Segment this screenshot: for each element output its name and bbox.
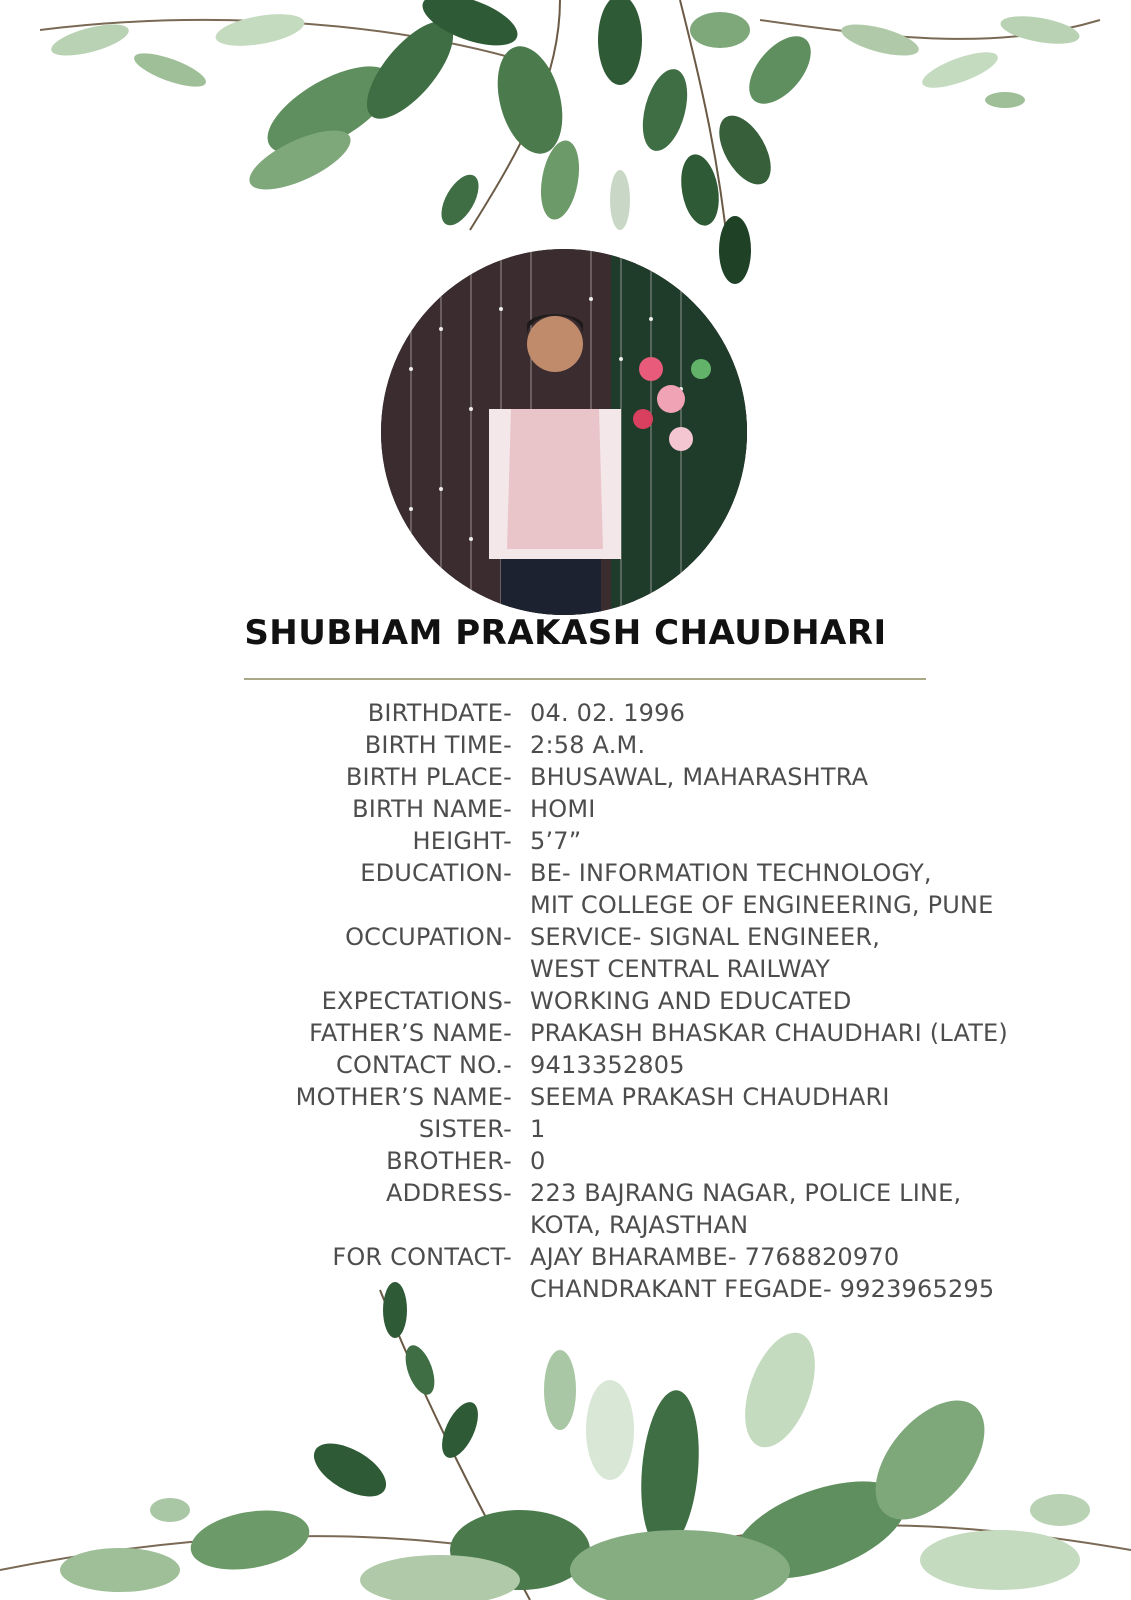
title-divider [244,678,926,680]
detail-row [0,953,1131,985]
bottom-leaves [0,1282,1131,1600]
detail-value: WEST CENTRAL RAILWAY [530,955,831,983]
detail-value: BE- INFORMATION TECHNOLOGY, [530,859,932,887]
detail-value: 9413352805 [530,1051,685,1079]
detail-label: BIRTH TIME- [364,731,512,759]
detail-row [0,1081,1131,1113]
detail-label-spacer [0,953,512,985]
detail-value: 1 [530,1115,546,1143]
detail-value: 5’7” [530,827,582,855]
detail-value: SEEMA PRAKASH CHAUDHARI [530,1083,890,1111]
detail-label: SISTER- [418,1115,512,1143]
detail-label: HEIGHT- [412,827,512,855]
detail-row [0,1177,1131,1209]
detail-value: AJAY BHARAMBE- 7768820970 [530,1243,900,1271]
detail-value: BHUSAWAL, MAHARASHTRA [530,763,869,791]
detail-label: FOR CONTACT- [332,1243,512,1271]
detail-label-spacer [0,889,512,921]
detail-value: 223 BAJRANG NAGAR, POLICE LINE, [530,1179,962,1207]
detail-value: KOTA, RAJASTHAN [530,1211,749,1239]
detail-row [0,761,1131,793]
detail-label: EDUCATION- [360,859,512,887]
detail-value: SERVICE- SIGNAL ENGINEER, [530,923,881,951]
detail-label: CONTACT NO.- [335,1051,512,1079]
detail-row [0,793,1131,825]
profile-name: SHUBHAM PRAKASH CHAUDHARI [244,613,887,653]
detail-row [0,697,1131,729]
detail-row [0,729,1131,761]
detail-row [0,857,1131,889]
detail-value: WORKING AND EDUCATED [530,987,852,1015]
detail-row [0,921,1131,953]
detail-value: 04. 02. 1996 [530,699,686,727]
detail-label: BIRTH PLACE- [345,763,512,791]
detail-label: OCCUPATION- [345,923,512,951]
detail-row [0,1113,1131,1145]
detail-label: EXPECTATIONS- [321,987,512,1015]
top-leaves [40,0,1100,284]
detail-value: MIT COLLEGE OF ENGINEERING, PUNE [530,891,994,919]
detail-row [0,1273,1131,1305]
detail-row [0,1017,1131,1049]
detail-value: PRAKASH BHASKAR CHAUDHARI (LATE) [530,1019,1008,1047]
detail-value: HOMI [530,795,596,823]
detail-label-spacer [0,1209,512,1241]
detail-row [0,1145,1131,1177]
detail-row [0,825,1131,857]
bottom-foliage-decoration [0,1270,1131,1600]
profile-photo-illustration [381,249,747,615]
detail-label: FATHER’S NAME- [309,1019,512,1047]
detail-label: BIRTHDATE- [367,699,512,727]
detail-label: BIRTH NAME- [352,795,512,823]
detail-value: 0 [530,1147,546,1175]
detail-row [0,1241,1131,1273]
biodata-details [0,697,1131,1305]
detail-label: ADDRESS- [386,1179,512,1207]
detail-value: CHANDRAKANT FEGADE- 9923965295 [530,1275,995,1303]
detail-label: MOTHER’S NAME- [295,1083,512,1111]
detail-value: 2:58 A.M. [530,731,646,759]
detail-row [0,985,1131,1017]
profile-photo [381,249,747,615]
detail-label: BROTHER- [386,1147,512,1175]
detail-label-spacer [0,1273,512,1305]
detail-row [0,889,1131,921]
detail-row [0,1209,1131,1241]
detail-row [0,1049,1131,1081]
